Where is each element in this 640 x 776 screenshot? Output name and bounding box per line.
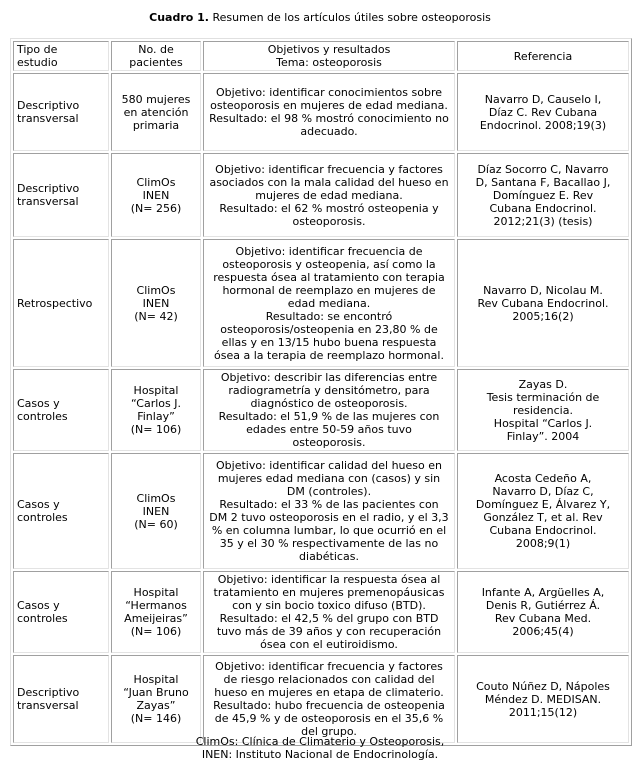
cell-line: ClimOs: [136, 175, 176, 189]
cell-line: Domínguez E, Álvarez Y,: [475, 498, 611, 511]
cell-line: Acosta Cedeño A,: [494, 472, 592, 485]
cell-line: radiogrametría y densitómetro, para: [228, 384, 430, 397]
cell-line: osteoporosis y osteopenia, así como la: [222, 257, 436, 271]
cell-line: pacientes: [129, 56, 183, 69]
cell-line: Resultado: hubo frecuencia de osteopenia: [213, 699, 445, 712]
cell-objetivos-resultados: [203, 571, 455, 653]
cell-line: transversal: [17, 699, 79, 712]
cell-line: Navarro D, Causelo I,: [484, 92, 602, 106]
cell-line: transversal: [17, 195, 79, 208]
cell-referencia: [457, 153, 629, 237]
cell-no-pacientes: [111, 153, 201, 237]
cell-line: “Juan Bruno: [123, 686, 189, 699]
caption-text: Resumen de los artículos útiles sobre osteoporosis: [208, 11, 491, 24]
cell-line: diagnóstico de osteoporosis.: [250, 397, 408, 410]
cell-referencia: [457, 239, 629, 367]
summary-table: [10, 38, 632, 746]
cell-line: Objetivos y resultados: [267, 43, 391, 56]
cell-line: transversal: [17, 112, 79, 125]
cell-line: edad mediana.: [287, 296, 371, 310]
cell-line: 2012;21(3) (tesis): [493, 214, 593, 228]
cell-line: INEN: [142, 504, 170, 518]
cell-line: Cubana Endocrinol.: [489, 524, 597, 537]
cell-objetivos-resultados: [203, 655, 455, 743]
cell-line: controles: [17, 511, 68, 524]
cell-line: Couto Núñez D, Nápoles: [476, 679, 610, 693]
cell-line: “Hermanos: [125, 599, 187, 612]
cell-line: 580 mujeres: [121, 92, 191, 106]
cell-tipo-estudio: [13, 239, 109, 367]
cell-line: (N= 256): [130, 201, 182, 215]
cell-line: Tipo de: [17, 43, 58, 56]
cell-line: Hospital: [133, 673, 179, 686]
cell-line: Resultado: se encontró: [265, 309, 393, 323]
cell-objetivos-resultados: [203, 453, 455, 569]
cell-line: mujeres de edad mediana.: [255, 188, 403, 202]
cell-line: diabéticas.: [299, 550, 359, 563]
cell-line: osteoporosis.: [292, 214, 366, 228]
cell-line: controles: [17, 410, 68, 423]
cell-line: Tesis terminación de: [486, 390, 600, 404]
cell-line: (N= 106): [130, 423, 182, 436]
cell-line: hueso en mujeres en etapa de climaterio.: [214, 686, 444, 699]
cell-line: Resultado: el 33 % de las pacientes con: [219, 498, 439, 511]
cell-line: Rev Cubana Endocrinol.: [477, 296, 609, 310]
cell-line: DM 2 tuvo osteoporosis en el radio, y el 3,3: [209, 511, 449, 524]
table-header-row: [13, 41, 629, 71]
table-row: [13, 239, 629, 367]
cell-line: Casos y: [17, 397, 60, 410]
cell-line: Navarro D, Nicolau M.: [483, 283, 603, 297]
header-referencia: [457, 41, 629, 71]
table-row: [13, 655, 629, 743]
cell-no-pacientes: [111, 571, 201, 653]
cell-line: hormonal de reemplazo en mujeres de: [222, 283, 436, 297]
cell-line: Objetivo: identificar frecuencia y factores: [215, 660, 443, 673]
cell-no-pacientes: [111, 73, 201, 151]
cell-line: Endocrinol. 2008;19(3): [479, 118, 607, 132]
cell-tipo-estudio: [13, 655, 109, 743]
cell-line: Domínguez E. Rev: [492, 188, 594, 202]
table-caption: [0, 11, 640, 24]
cell-line: Finlay”. 2004: [506, 429, 580, 443]
cell-line: Objetivo: identificar frecuencia y factores: [215, 162, 443, 176]
cell-line: Descriptivo: [17, 182, 80, 195]
header-objetivos-resultados: [203, 41, 455, 71]
footnote-inen: INEN: Instituto Nacional de Endocrinología.: [201, 748, 439, 761]
cell-line: 2008;9(1): [515, 537, 571, 550]
caption-label: Cuadro 1.: [149, 11, 209, 24]
cell-line: D, Santana F, Bacallao J,: [475, 175, 611, 189]
cell-line: de riesgo relacionados con calidad del: [223, 673, 435, 686]
cell-tipo-estudio: [13, 571, 109, 653]
cell-line: Resultado: el 51,9 % de las mujeres con: [218, 410, 440, 423]
cell-line: controles: [17, 612, 68, 625]
cell-objetivos-resultados: [203, 369, 455, 451]
cell-line: Resultado: el 98 % mostró conocimiento no: [209, 112, 449, 125]
cell-line: Objetivo: identificar calidad del hueso en: [216, 459, 442, 472]
cell-line: Objetivo: identificar frecuencia de: [235, 244, 423, 258]
cell-line: Díaz C. Rev Cubana: [488, 105, 598, 119]
table-footnote: [0, 735, 640, 761]
cell-line: Hospital “Carlos J.: [493, 416, 593, 430]
cell-line: Retrospectivo: [17, 296, 93, 310]
cell-line: Descriptivo: [17, 686, 80, 699]
cell-tipo-estudio: [13, 453, 109, 569]
cell-line: adecuado.: [300, 125, 358, 138]
cell-line: Zayas D.: [518, 377, 568, 391]
cell-no-pacientes: [111, 453, 201, 569]
cell-line: (N= 60): [134, 517, 178, 531]
cell-line: edades entre 50-59 años tuvo: [246, 423, 412, 436]
cell-referencia: [457, 73, 629, 151]
cell-line: estudio: [17, 56, 58, 69]
cell-objetivos-resultados: [203, 153, 455, 237]
cell-line: osteoporosis/osteopenia en 23,80 % de: [220, 322, 438, 336]
cell-line: 2006;45(4): [512, 625, 574, 638]
cell-line: Cubana Endocrinol.: [489, 201, 597, 215]
cell-line: 2005;16(2): [512, 309, 574, 323]
cell-referencia: [457, 453, 629, 569]
cell-line: Descriptivo: [17, 99, 80, 112]
cell-line: (N= 106): [130, 625, 182, 638]
cell-line: Ameijeiras”: [124, 612, 188, 625]
cell-line: ósea con el eutiroidismo.: [260, 638, 398, 651]
cell-line: Resultado: el 62 % mostró osteopenia y: [219, 201, 439, 215]
cell-line: (N= 146): [130, 712, 182, 725]
table-row: [13, 369, 629, 451]
cell-no-pacientes: [111, 239, 201, 367]
cell-objetivos-resultados: [203, 73, 455, 151]
table-row: [13, 571, 629, 653]
cell-no-pacientes: [111, 369, 201, 451]
cell-line: DM (controles).: [286, 485, 372, 498]
cell-line: Denis R, Gutiérrez Á.: [485, 599, 601, 612]
cell-line: tuvo más de 39 años y con recuperación: [216, 625, 442, 638]
cell-line: Méndez D. MEDISAN.: [484, 692, 602, 706]
cell-line: ellas y en 13/15 hubo buena respuesta: [221, 335, 437, 349]
cell-line: ClimOs: [136, 491, 176, 505]
table-row: [13, 453, 629, 569]
cell-line: Tema: osteoporosis: [276, 56, 382, 69]
cell-referencia: [457, 655, 629, 743]
cell-line: Rev Cubana Med.: [494, 612, 592, 625]
header-tipo-estudio: [13, 41, 109, 71]
cell-line: Infante A, Argüelles A,: [481, 586, 605, 599]
cell-line: Referencia: [513, 49, 573, 63]
cell-tipo-estudio: [13, 73, 109, 151]
cell-line: Objetivo: identificar la respuesta ósea al: [217, 573, 441, 586]
cell-tipo-estudio: [13, 153, 109, 237]
cell-line: INEN: [142, 188, 170, 202]
cell-line: INEN: [142, 296, 170, 310]
cell-line: ClimOs: [136, 283, 176, 297]
cell-tipo-estudio: [13, 369, 109, 451]
table-row: [13, 153, 629, 237]
cell-line: Finlay”: [137, 410, 175, 423]
cell-line: respuesta ósea al tratamiento con terapia: [213, 270, 445, 284]
cell-line: Zayas”: [136, 699, 176, 712]
cell-line: osteoporosis.: [292, 436, 366, 449]
cell-line: (N= 42): [134, 309, 178, 323]
cell-line: Casos y: [17, 599, 60, 612]
cell-line: de 45,9 % y de osteoporosis en el 35,6 %: [214, 712, 444, 725]
cell-referencia: [457, 369, 629, 451]
cell-line: % en columna lumbar, lo que ocurrió en el: [211, 524, 447, 537]
cell-line: “Carlos J.: [130, 397, 181, 410]
cell-line: osteoporosis en mujeres de edad mediana.: [210, 99, 448, 112]
cell-line: mujeres edad mediana con (casos) y sin: [217, 472, 441, 485]
footnote-climos: ClimOs: Clínica de Climaterio y Osteoporosis,: [195, 735, 445, 748]
cell-line: residencia.: [513, 403, 573, 417]
cell-line: Díaz Socorro C, Navarro: [477, 162, 609, 176]
cell-line: 35 y el 30 % respectivamente de las no: [219, 537, 439, 550]
cell-line: en atención: [123, 105, 189, 119]
cell-line: No. de: [138, 43, 174, 56]
cell-line: Hospital: [133, 586, 179, 599]
table-row: [13, 73, 629, 151]
cell-line: ósea a la terapia de reemplazo hormonal.: [214, 348, 444, 362]
cell-line: Objetivo: describir las diferencias entre: [220, 371, 438, 384]
cell-line: primaria: [132, 118, 180, 132]
cell-line: asociados con la mala calidad del hueso en: [209, 175, 449, 189]
cell-line: Casos y: [17, 498, 60, 511]
cell-line: tratamiento en mujeres premenopáusicas: [213, 586, 445, 599]
summary-table-wrapper: [10, 38, 632, 746]
cell-no-pacientes: [111, 655, 201, 743]
cell-line: con y sin bocio toxico difuso (BTD).: [232, 599, 426, 612]
cell-line: Resultado: el 42,5 % del grupo con BTD: [219, 612, 439, 625]
cell-referencia: [457, 571, 629, 653]
cell-line: 2011;15(12): [508, 705, 578, 719]
cell-line: Navarro D, Díaz C,: [492, 485, 594, 498]
cell-line: González T, et al. Rev: [483, 511, 603, 524]
cell-line: Objetivo: identificar conocimientos sobre: [215, 86, 442, 99]
header-no-pacientes: [111, 41, 201, 71]
cell-line: del grupo.: [301, 725, 357, 738]
cell-objetivos-resultados: [203, 239, 455, 367]
cell-line: Hospital: [133, 384, 179, 397]
